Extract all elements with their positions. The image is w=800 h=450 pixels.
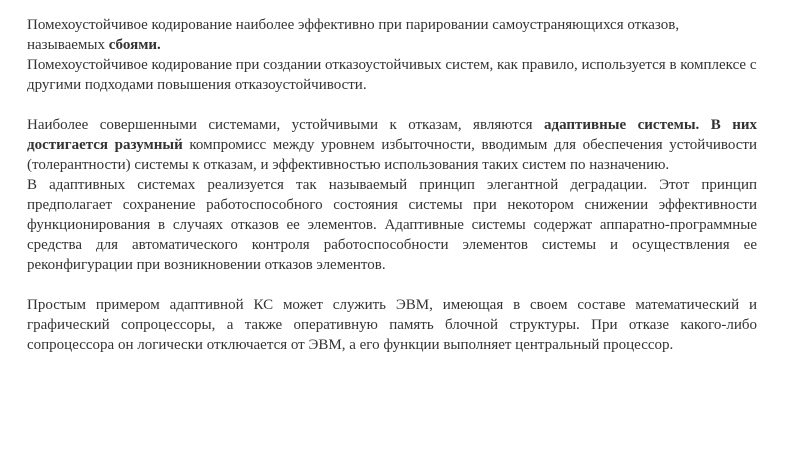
paragraph-adaptive-example xyxy=(27,295,757,355)
paragraph-noise-coding-failures xyxy=(27,15,757,55)
paragraph-spacer xyxy=(27,95,757,115)
paragraph-adaptive-systems xyxy=(27,115,757,175)
paragraph-graceful-degradation xyxy=(27,175,757,275)
paragraph-spacer xyxy=(27,275,757,295)
document-body xyxy=(27,15,757,355)
paragraph-text: Наиболее совершенными системами, устойчивыми к отказам, являются xyxy=(27,117,544,133)
paragraph-noise-coding-usage xyxy=(27,55,757,95)
paragraph-text: Помехоустойчивое кодирование наиболее эффективно при парировании самоустраняющихся отказов, называемых xyxy=(27,17,680,53)
paragraph-text: Простым примером адаптивной КС может служить ЭВМ, имеющая в своем составе математический и графический сопроцессоры, а также оперативную память блочной структуры. При отказе какого-либо сопроцессора он логически отключается от ЭВМ, а его функции выполняет центральный процессор. xyxy=(27,297,757,353)
bold-term-failures: сбоями. xyxy=(108,37,161,53)
paragraph-text: компромисс между уровнем избыточности, вводимым для обеспечения устойчивости (толерантности) системы к отказам, и эффективностью использования таких систем по назначению. xyxy=(27,137,758,173)
paragraph-text: Помехоустойчивое кодирование при создании отказоустойчивых систем, как правило, используется в комплексе с другими подходами повышения отказоустойчивости. xyxy=(27,57,757,93)
bold-term-adaptive-systems: адаптивные системы. В них достигается разумный xyxy=(27,117,757,153)
paragraph-text: В адаптивных системах реализуется так называемый принцип элегантной деградации. Этот принцип предполагает сохранение работоспособного состояния системы при некотором снижении эффективности функционирования в случаях отказов ее элементов. Адаптивные системы содержат аппаратно-программные средства для автоматического контроля работоспособности элементов системы и осуществления ее реконфигурации при возникновении отказов элементов. xyxy=(27,177,757,273)
